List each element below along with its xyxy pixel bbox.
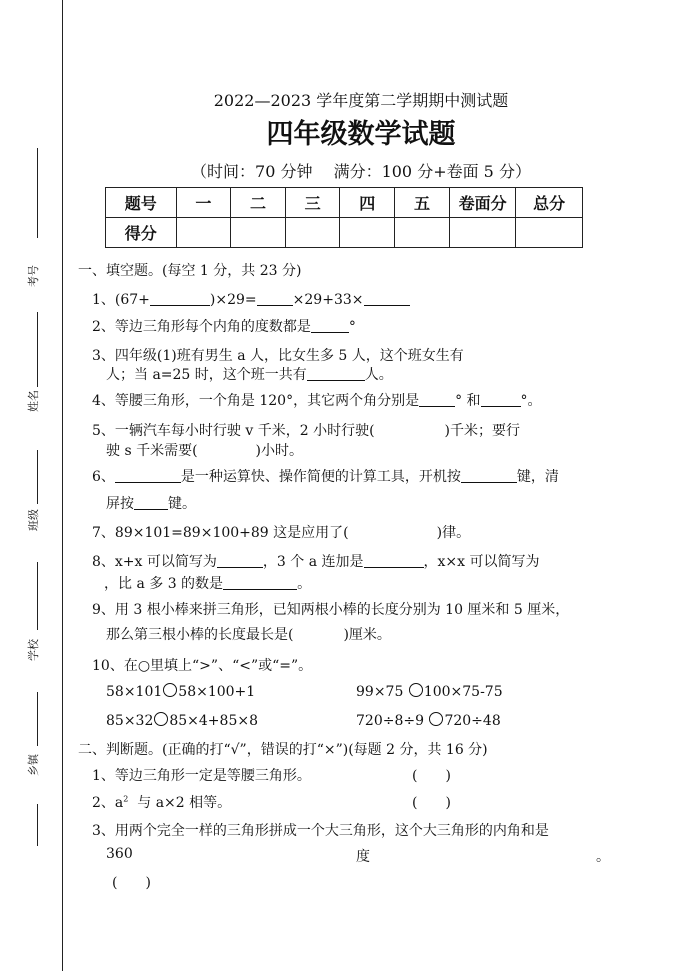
compare-item [356,683,503,700]
question-8 [92,551,539,571]
question-5 [92,420,520,440]
question-text: 7、89×101=89×100+89 这是应用了( [92,525,349,541]
question-text: 1、等边三角形一定是等腰三角形。 [92,768,311,784]
table-cell: 三 [285,188,340,218]
score-cell[interactable] [516,218,583,248]
table-row [106,218,583,248]
question-7 [92,522,470,542]
question-text: 人；当 a=25 时，这个班一共有 [106,367,307,383]
question-text: 键，清 [516,469,559,485]
question-text: 5、一辆汽车每小时行驶 v 千米，2 小时行驶( [92,423,375,439]
question-text: )千米；要行 [444,423,521,439]
exam-info: （时间：70 分钟 满分：100 分+卷面 5 分） [191,162,531,181]
question-text: °。 [520,393,542,409]
question-1 [92,289,410,309]
question-text: )律。 [436,525,471,541]
question-text: 1、(67+ [92,292,150,308]
question-text: 3、四年级(1)班有男生 a 人，比女生多 5 人，这个班女生有 [92,348,464,364]
question-6-cont [106,493,196,513]
superscript: 2 [123,794,129,804]
question-text: )小时。 [255,443,304,459]
question-text: ° [348,319,356,335]
side-label-school: 学校 [27,639,40,661]
judge-question-3 [92,820,549,840]
answer-blank[interactable] [481,392,521,407]
compare-item [106,683,255,700]
question-3 [92,345,464,365]
answer-blank[interactable] [150,291,210,306]
table-cell: 二 [231,188,286,218]
compare-circle[interactable] [429,712,443,726]
side-label-exam-no: 考号 [27,265,40,287]
question-text: 人。 [364,367,393,383]
answer-blank[interactable] [311,318,349,333]
table-cell: 一 [176,188,231,218]
question-2 [92,316,356,336]
question-3-cont [106,364,393,384]
compare-left: 99×75 [356,684,404,700]
compare-left: 58×101 [106,684,163,700]
question-text: 360 [106,846,133,862]
answer-blank[interactable] [419,392,455,407]
score-cell[interactable] [231,218,286,248]
side-label-name: 姓名 [27,390,40,412]
question-4 [92,390,542,410]
question-text: 那么第三根小棒的长度最长是( [106,627,294,643]
question-text: 2、a [92,795,124,811]
question-text: ° 和 [455,393,481,409]
question-9 [92,599,569,619]
question-10 [92,655,312,675]
score-cell[interactable] [449,218,516,248]
answer-paren[interactable]: ( ) [412,768,451,784]
side-fill-line [37,450,38,504]
answer-blank[interactable] [223,575,297,590]
question-text: 10、在○里填上“>”、“<”或“=”。 [92,658,313,674]
question-text: ，比 a 多 3 的数是 [104,576,224,592]
question-text: ×29+33× [292,292,364,308]
judge-question-1 [92,765,311,785]
compare-item [356,712,501,729]
question-text: 8、x+x 可以简写为 [92,554,217,570]
score-cell[interactable] [176,218,231,248]
score-cell[interactable] [340,218,395,248]
compare-right: 85×4+85×8 [169,713,258,729]
compare-circle[interactable] [409,683,423,697]
question-text: 度 [356,849,370,865]
side-label-class: 班级 [27,509,40,531]
side-fill-line [37,692,38,746]
side-fill-line [37,562,38,630]
question-6 [92,466,559,486]
section-heading: 一、填空题。(每空 1 分，共 23 分) [78,263,302,279]
exam-title: 2022—2023 学年度第二学期期中测试题 [213,91,509,110]
compare-right: 720÷48 [444,713,501,729]
section-heading: 二、判断题。(正确的打“√”，错误的打“×”)(每题 2 分，共 16 分) [78,742,488,758]
table-cell: 题号 [106,188,177,218]
question-8-cont [104,573,311,593]
question-text: 。 [596,849,610,865]
table-row [106,188,583,218]
compare-left: 720÷8÷9 [356,713,424,729]
answer-blank[interactable] [307,366,365,381]
question-text: 屏按 [106,496,134,512]
table-cell: 总分 [516,188,583,218]
question-text: 驶 s 千米需要( [106,443,198,459]
compare-item [106,712,258,729]
compare-circle[interactable] [154,712,168,726]
answer-blank[interactable] [364,291,410,306]
compare-right: 58×100+1 [178,684,256,700]
table-cell: 五 [395,188,450,218]
answer-blank[interactable] [217,553,263,568]
side-fill-line [37,804,38,846]
answer-blank[interactable] [364,553,424,568]
question-text: 。 [297,576,312,592]
side-label-town: 乡镇 [27,754,40,776]
answer-blank[interactable] [461,468,517,483]
answer-blank[interactable] [134,495,168,510]
judge-question-2 [92,792,231,812]
compare-left: 85×32 [106,713,154,729]
question-text: 4、等腰三角形，一个角是 120°，其它两个角分别是 [92,393,420,409]
compare-right: 100×75-75 [423,684,503,700]
question-text: 2、等边三角形每个内角的度数都是 [92,319,311,335]
question-text: 6、 [92,469,115,485]
side-fill-line [37,312,38,387]
question-text: ，3 个 a 连加是 [262,554,364,570]
compare-circle[interactable] [163,683,177,697]
answer-blank[interactable] [257,291,293,306]
paper-title: 四年级数学试题 [266,119,456,150]
question-text: 3、用两个完全一样的三角形拼成一个大三角形，这个大三角形的内角和是 [92,823,549,839]
table-cell: 得分 [106,218,177,248]
score-cell[interactable] [285,218,340,248]
score-cell[interactable] [395,218,450,248]
answer-paren[interactable]: ( ) [412,795,451,811]
question-5-cont [106,440,303,460]
question-text: ，x×x 可以简写为 [423,554,540,570]
question-text: 键。 [168,496,196,512]
question-9-cont [106,624,391,644]
question-text: 与 a×2 相等。 [137,795,232,811]
answer-blank[interactable] [115,468,181,483]
table-cell: 四 [340,188,395,218]
question-text: )厘米。 [343,627,391,643]
answer-paren[interactable]: ( ) [112,875,151,891]
table-cell: 卷面分 [449,188,516,218]
question-text: 9、用 3 根小棒来拼三角形，已知两根小棒的长度分别为 10 厘米和 5 厘米， [92,602,570,618]
question-text: )×29= [209,292,257,308]
question-text: 是一种运算快、操作简便的计算工具，开机按 [180,469,461,485]
score-table [105,187,583,248]
